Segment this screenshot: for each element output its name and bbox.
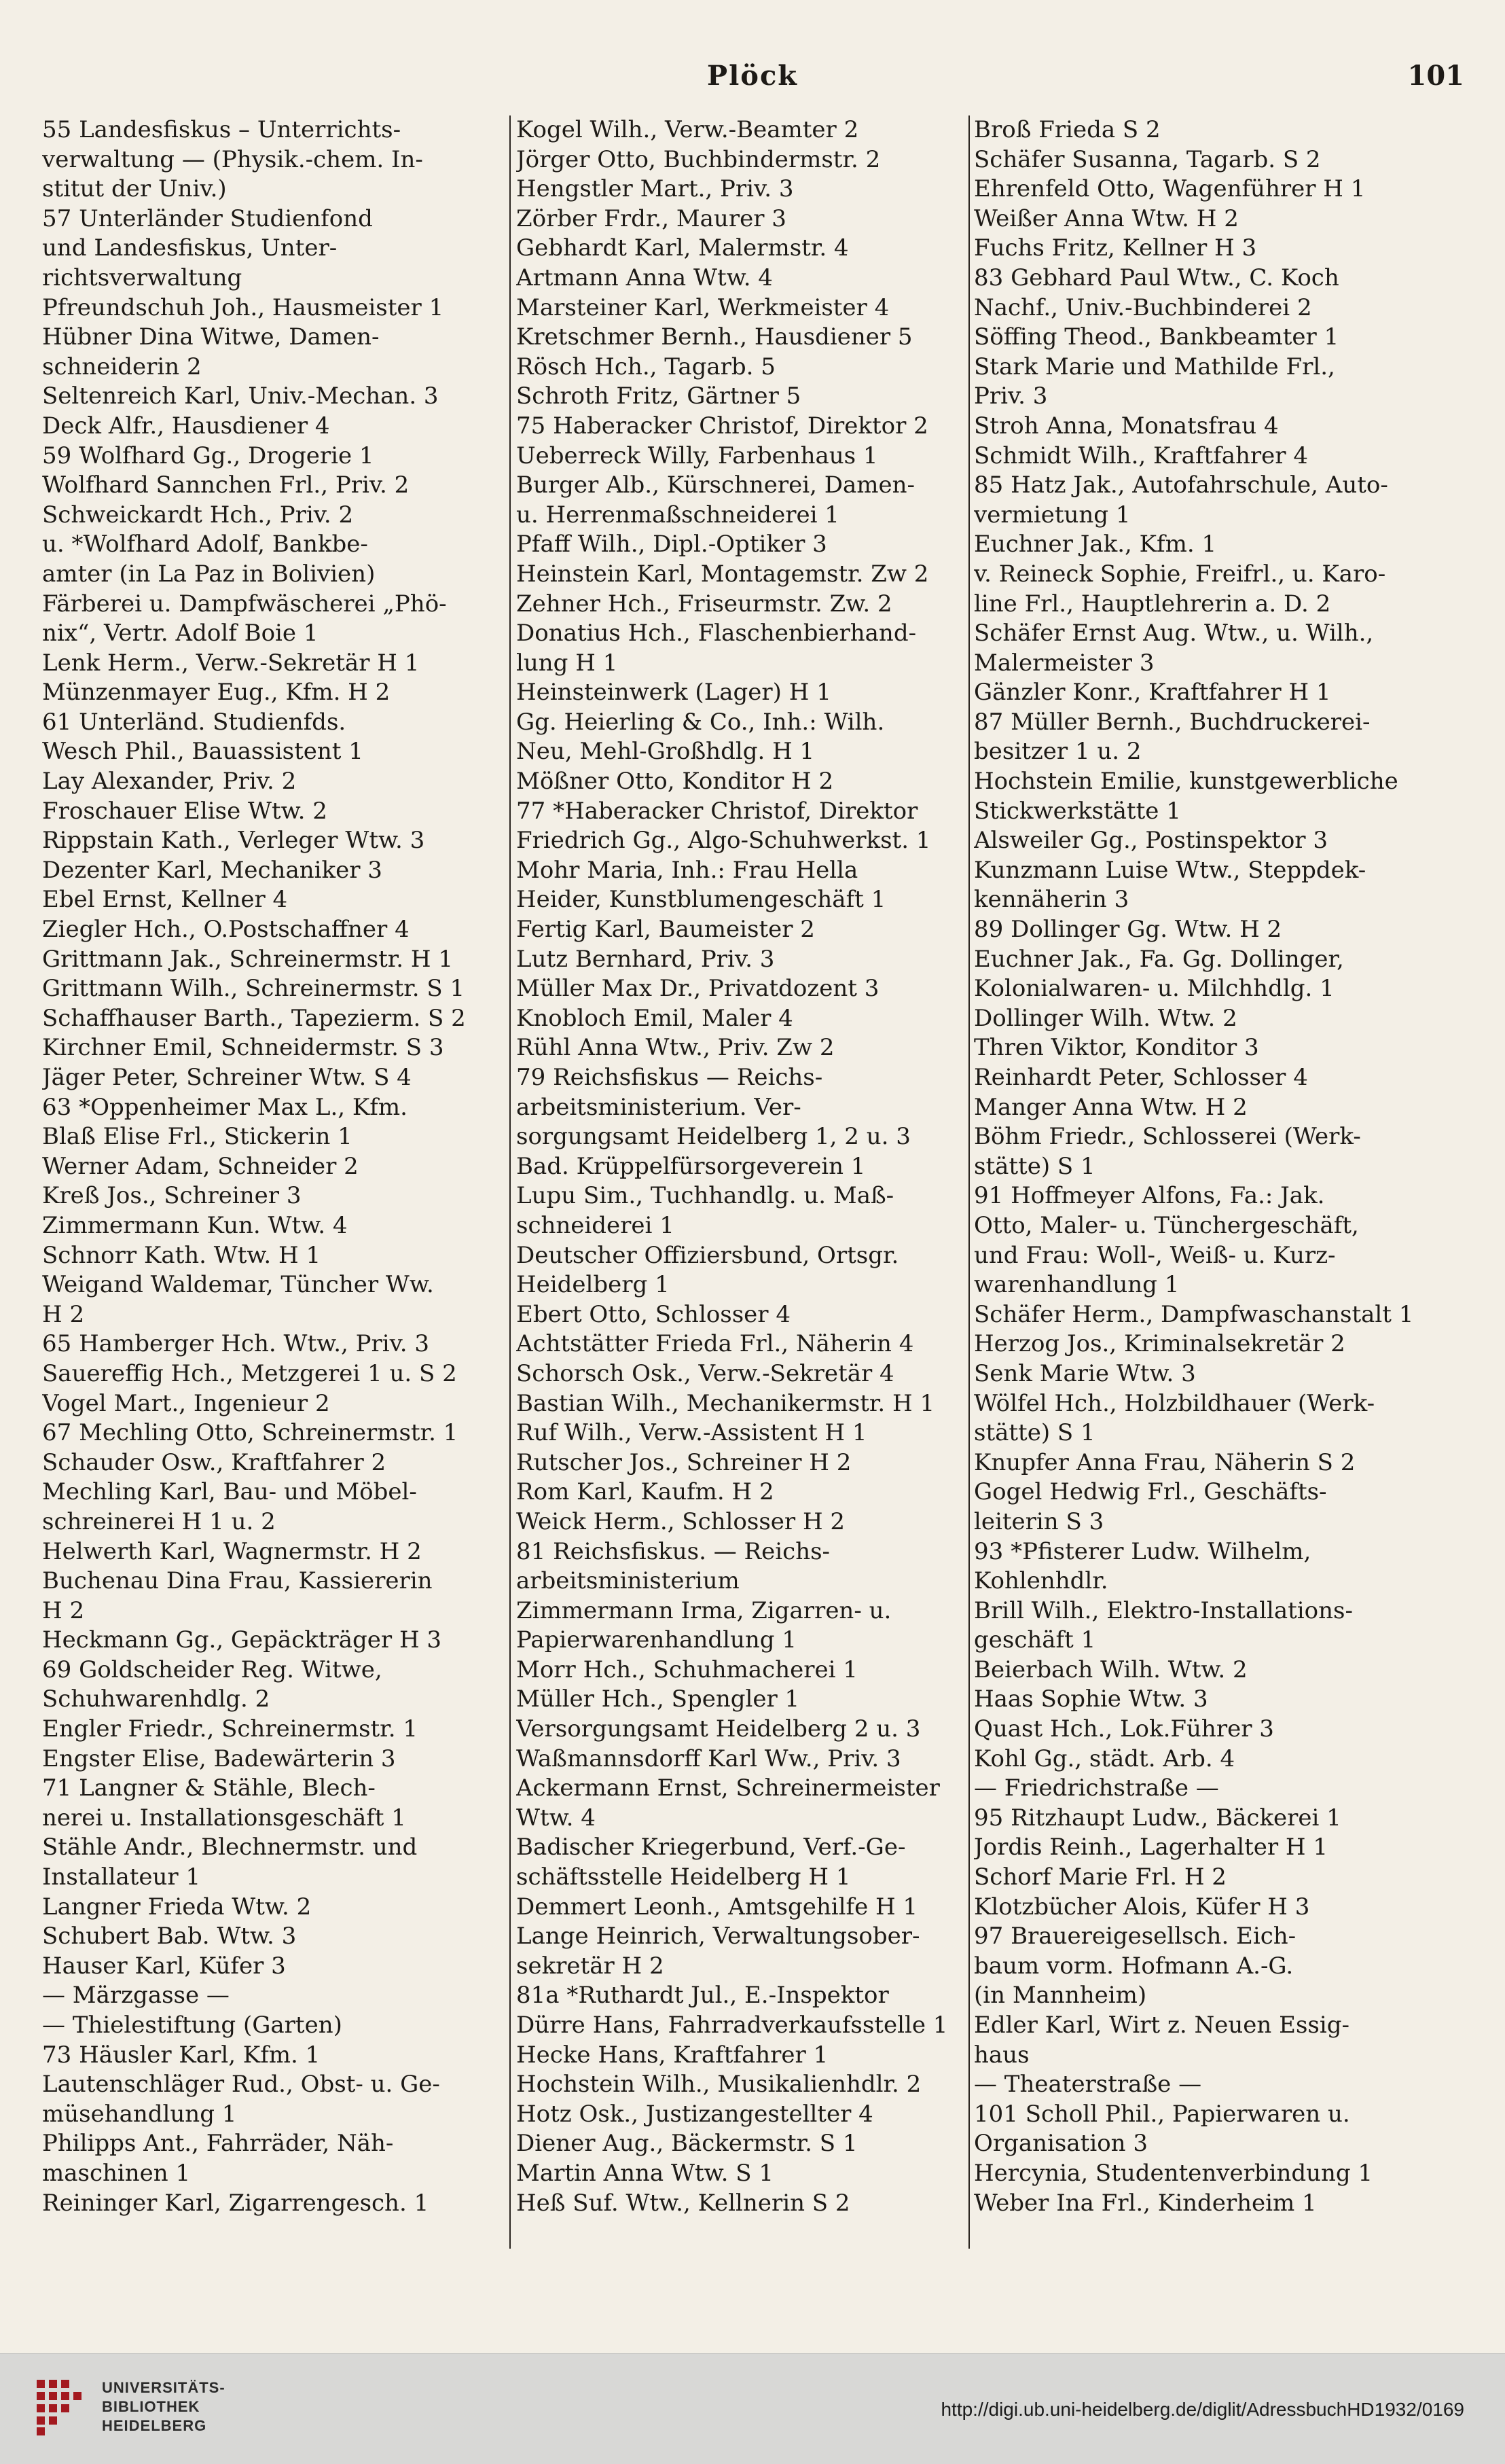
directory-entry-line: Kohlenhdlr. bbox=[974, 1567, 1108, 1595]
directory-entry-line: stitut der Univ.) bbox=[42, 175, 227, 203]
column-divider bbox=[968, 115, 970, 2249]
directory-entry-line: Artmann Anna Wtw. 4 bbox=[516, 264, 773, 291]
page-header bbox=[41, 60, 1464, 107]
column-left bbox=[42, 115, 504, 2249]
directory-entry-line: Reinhardt Peter, Schlosser 4 bbox=[974, 1064, 1308, 1091]
directory-entry-line: 71 Langner & Stähle, Blech- bbox=[42, 1774, 376, 1802]
directory-entry-line: Heidelberg 1 bbox=[516, 1271, 670, 1299]
directory-entry-line: Gänzler Konr., Kraftfahrer H 1 bbox=[974, 679, 1331, 707]
directory-entry-line: Stroh Anna, Monatsfrau 4 bbox=[974, 412, 1279, 440]
directory-entry-line: kennäherin 3 bbox=[974, 886, 1129, 914]
directory-entry-line: (in Mannheim) bbox=[974, 1982, 1147, 2010]
directory-entry-line: Beierbach Wilh. Wtw. 2 bbox=[974, 1656, 1248, 1683]
directory-entry-line: Fertig Karl, Baumeister 2 bbox=[516, 916, 815, 944]
directory-entry-line: Weick Herm., Schlosser H 2 bbox=[516, 1507, 846, 1535]
logo-line: UNIVERSITÄTS- bbox=[102, 2379, 225, 2396]
directory-entry-line: nix“, Vertr. Adolf Boie 1 bbox=[42, 620, 319, 647]
directory-entry-line: Rippstain Kath., Verleger Wtw. 3 bbox=[42, 827, 425, 855]
directory-entry-line: Bastian Wilh., Mechanikermstr. H 1 bbox=[516, 1389, 935, 1417]
directory-entry-line: Martin Anna Wtw. S 1 bbox=[516, 2159, 774, 2187]
directory-entry-line: Brill Wilh., Elektro-Installations- bbox=[974, 1596, 1353, 1624]
directory-entry-line: 93 *Pfisterer Ludw. Wilhelm, bbox=[974, 1537, 1311, 1565]
directory-entry-line: Lay Alexander, Priv. 2 bbox=[42, 768, 297, 796]
directory-entry-line: Gebhardt Karl, Malermstr. 4 bbox=[516, 234, 849, 262]
directory-entry-line: Langner Frieda Wtw. 2 bbox=[42, 1893, 312, 1921]
directory-entry-line: Kolonialwaren- u. Milchhdlg. 1 bbox=[974, 975, 1335, 1003]
directory-entry-line: Weber Ina Frl., Kinderheim 1 bbox=[974, 2189, 1317, 2217]
directory-entry-line: Kunzmann Luise Wtw., Steppdek- bbox=[974, 856, 1366, 884]
directory-entry-line: Engster Elise, Badewärterin 3 bbox=[42, 1745, 396, 1772]
directory-entry-line: Knobloch Emil, Maler 4 bbox=[516, 1004, 793, 1032]
directory-entry-line: Hercynia, Studentenverbindung 1 bbox=[974, 2159, 1373, 2187]
directory-entry-line: Gogel Hedwig Frl., Geschäfts- bbox=[974, 1478, 1327, 1506]
directory-entry-line: Wtw. 4 bbox=[516, 1804, 596, 1832]
directory-entry-line: geschäft 1 bbox=[974, 1626, 1096, 1654]
directory-entry-line: Kretschmer Bernh., Hausdiener 5 bbox=[516, 323, 913, 351]
directory-entry-line: 91 Hoffmeyer Alfons, Fa.: Jak. bbox=[974, 1182, 1325, 1210]
directory-entry-line: Stähle Andr., Blechnermstr. und bbox=[42, 1834, 418, 1861]
directory-entry-line: — Thielestiftung (Garten) bbox=[42, 2012, 342, 2039]
directory-entry-line: Priv. 3 bbox=[974, 382, 1048, 410]
directory-entry-line: Pfreundschuh Joh., Hausmeister 1 bbox=[42, 293, 444, 321]
directory-entry-line: 79 Reichsfiskus — Reichs- bbox=[516, 1064, 823, 1091]
directory-entry-line: schneiderin 2 bbox=[42, 353, 202, 380]
directory-entry-line: Müller Max Dr., Privatdozent 3 bbox=[516, 975, 880, 1003]
directory-entry-line: Hübner Dina Witwe, Damen- bbox=[42, 323, 380, 351]
page-number: 101 bbox=[1407, 60, 1464, 92]
directory-entry-line: Alsweiler Gg., Postinspektor 3 bbox=[974, 827, 1328, 855]
directory-entry-line: line Frl., Hauptlehrerin a. D. 2 bbox=[974, 590, 1331, 618]
directory-entry-line: Ruf Wilh., Verw.-Assistent H 1 bbox=[516, 1419, 867, 1447]
column-divider bbox=[509, 115, 511, 2249]
directory-entry-line: Schroth Fritz, Gärtner 5 bbox=[516, 382, 801, 410]
directory-entry-line: Installateur 1 bbox=[42, 1863, 201, 1891]
directory-entry-line: Schäfer Ernst Aug. Wtw., u. Wilh., bbox=[974, 620, 1374, 647]
directory-entry-line: Deck Alfr., Hausdiener 4 bbox=[42, 412, 330, 440]
directory-entry-line: Kirchner Emil, Schneidermstr. S 3 bbox=[42, 1034, 444, 1062]
directory-entry-line: Donatius Hch., Flaschenbierhand- bbox=[516, 620, 917, 647]
directory-entry-line: Rutscher Jos., Schreiner H 2 bbox=[516, 1448, 852, 1476]
directory-entry-line: Stark Marie und Mathilde Frl., bbox=[974, 353, 1335, 380]
directory-entry-line: Diener Aug., Bäckermstr. S 1 bbox=[516, 2130, 858, 2158]
directory-entry-line: Hecke Hans, Kraftfahrer 1 bbox=[516, 2041, 829, 2069]
directory-entry-line: Hengstler Mart., Priv. 3 bbox=[516, 175, 794, 203]
directory-entry-line: sorgungsamt Heidelberg 1, 2 u. 3 bbox=[516, 1123, 911, 1151]
directory-entry-line: Heß Suf. Wtw., Kellnerin S 2 bbox=[516, 2189, 850, 2217]
directory-entry-line: — Märzgasse — bbox=[42, 1982, 230, 2010]
directory-entry-line: leiterin S 3 bbox=[974, 1507, 1104, 1535]
directory-entry-line: Herzog Jos., Kriminalsekretär 2 bbox=[974, 1330, 1345, 1358]
directory-entry-line: Euchner Jak., Kfm. 1 bbox=[974, 531, 1217, 558]
directory-entry-line: Kogel Wilh., Verw.-Beamter 2 bbox=[516, 116, 859, 143]
directory-entry-line: arbeitsministerium. Ver- bbox=[516, 1093, 801, 1121]
directory-entry-line: Rühl Anna Wtw., Priv. Zw 2 bbox=[516, 1034, 835, 1062]
directory-entry-line: Schmidt Wilh., Kraftfahrer 4 bbox=[974, 442, 1308, 469]
directory-entry-line: Heckmann Gg., Gepäckträger H 3 bbox=[42, 1626, 442, 1654]
directory-entry-line: Edler Karl, Wirt z. Neuen Essig- bbox=[974, 2012, 1349, 2039]
directory-entry-line: Philipps Ant., Fahrräder, Näh- bbox=[42, 2130, 394, 2158]
directory-entry-line: Vogel Mart., Ingenieur 2 bbox=[42, 1389, 330, 1417]
directory-entry-line: Engler Friedr., Schreinermstr. 1 bbox=[42, 1715, 418, 1743]
directory-entry-line: Hochstein Emilie, kunstgewerbliche bbox=[974, 768, 1398, 796]
directory-entry-line: Neu, Mehl-Großhdlg. H 1 bbox=[516, 738, 815, 766]
directory-entry-line: Lutz Bernhard, Priv. 3 bbox=[516, 945, 775, 973]
directory-entry-line: Mohr Maria, Inh.: Frau Hella bbox=[516, 856, 858, 884]
directory-entry-line: Papierwarenhandlung 1 bbox=[516, 1626, 797, 1654]
directory-entry-line: Heinstein Karl, Montagemstr. Zw 2 bbox=[516, 560, 929, 588]
source-url-link[interactable]: http://digi.ub.uni-heidelberg.de/diglit/AdressbuchHD1932/0169 bbox=[941, 2399, 1464, 2420]
directory-entry-line: 85 Hatz Jak., Autofahrschule, Auto- bbox=[974, 471, 1388, 499]
directory-entry-line: und Landesfiskus, Unter- bbox=[42, 234, 338, 262]
directory-entry-line: stätte) S 1 bbox=[974, 1152, 1095, 1180]
directory-entry-line: warenhandlung 1 bbox=[974, 1271, 1180, 1299]
directory-entry-line: Kreß Jos., Schreiner 3 bbox=[42, 1182, 302, 1210]
directory-entry-line: baum vorm. Hofmann A.-G. bbox=[974, 1952, 1294, 1980]
directory-entry-line: Kohl Gg., städt. Arb. 4 bbox=[974, 1745, 1235, 1772]
directory-entry-line: besitzer 1 u. 2 bbox=[974, 738, 1142, 766]
directory-entry-line: 89 Dollinger Gg. Wtw. H 2 bbox=[974, 916, 1282, 944]
directory-entry-line: Böhm Friedr., Schlosserei (Werk- bbox=[974, 1123, 1361, 1151]
directory-entry-line: Thren Viktor, Konditor 3 bbox=[974, 1034, 1259, 1062]
directory-entry-line: Sauereffig Hch., Metzgerei 1 u. S 2 bbox=[42, 1359, 457, 1387]
directory-entry-line: Zehner Hch., Friseurmstr. Zw. 2 bbox=[516, 590, 892, 618]
directory-entry-line: Manger Anna Wtw. H 2 bbox=[974, 1093, 1248, 1121]
directory-entry-line: Schnorr Kath. Wtw. H 1 bbox=[42, 1241, 321, 1269]
directory-entry-line: Ebert Otto, Schlosser 4 bbox=[516, 1300, 791, 1328]
directory-entry-line: Schäfer Herm., Dampfwaschanstalt 1 bbox=[974, 1300, 1414, 1328]
directory-entry-line: Schauder Osw., Kraftfahrer 2 bbox=[42, 1448, 386, 1476]
directory-entry-line: schäftsstelle Heidelberg H 1 bbox=[516, 1863, 851, 1891]
directory-entry-line: Helwerth Karl, Wagnermstr. H 2 bbox=[42, 1537, 422, 1565]
directory-entry-line: 81a *Ruthardt Jul., E.-Inspektor bbox=[516, 1982, 889, 2010]
directory-entry-line: Versorgungsamt Heidelberg 2 u. 3 bbox=[516, 1715, 921, 1743]
directory-entry-line: Schubert Bab. Wtw. 3 bbox=[42, 1923, 297, 1950]
directory-entry-line: — Theaterstraße — bbox=[974, 2071, 1202, 2099]
directory-entry-line: Heinsteinwerk (Lager) H 1 bbox=[516, 679, 831, 707]
directory-entry-line: Haas Sophie Wtw. 3 bbox=[974, 1685, 1208, 1713]
directory-entry-line: Müller Hch., Spengler 1 bbox=[516, 1685, 800, 1713]
directory-entry-line: Dürre Hans, Fahrradverkaufsstelle 1 bbox=[516, 2012, 948, 2039]
directory-entry-line: und Frau: Woll-, Weiß- u. Kurz- bbox=[974, 1241, 1336, 1269]
directory-entry-line: Demmert Leonh., Amtsgehilfe H 1 bbox=[516, 1893, 918, 1921]
directory-entry-line: Ebel Ernst, Kellner 4 bbox=[42, 886, 288, 914]
library-logo-text bbox=[102, 2378, 225, 2435]
directory-entry-line: — Friedrichstraße — bbox=[974, 1774, 1219, 1802]
directory-entry-line: 63 *Oppenheimer Max L., Kfm. bbox=[42, 1093, 407, 1121]
directory-entry-line: H 2 bbox=[42, 1300, 85, 1328]
directory-entry-line: Klotzbücher Alois, Küfer H 3 bbox=[974, 1893, 1310, 1921]
directory-entry-line: Jordis Reinh., Lagerhalter H 1 bbox=[974, 1834, 1328, 1861]
directory-entry-line: Hotz Osk., Justizangestellter 4 bbox=[516, 2100, 873, 2128]
page-title: Plöck bbox=[706, 60, 799, 92]
directory-entry-line: 101 Scholl Phil., Papierwaren u. bbox=[974, 2100, 1350, 2128]
directory-entry-line: Seltenreich Karl, Univ.-Mechan. 3 bbox=[42, 382, 439, 410]
directory-entry-line: Werner Adam, Schneider 2 bbox=[42, 1152, 359, 1180]
directory-entry-line: Söffing Theod., Bankbeamter 1 bbox=[974, 323, 1339, 351]
directory-entry-line: Lupu Sim., Tuchhandlg. u. Maß- bbox=[516, 1182, 894, 1210]
directory-entry-line: Achtstätter Frieda Frl., Näherin 4 bbox=[516, 1330, 914, 1358]
directory-entry-line: nerei u. Installationsgeschäft 1 bbox=[42, 1804, 406, 1832]
directory-entry-line: Schuhwarenhdlg. 2 bbox=[42, 1685, 270, 1713]
directory-entry-line: maschinen 1 bbox=[42, 2159, 191, 2187]
directory-entry-line: 69 Goldscheider Reg. Witwe, bbox=[42, 1656, 382, 1683]
directory-entry-line: Lautenschläger Rud., Obst- u. Ge- bbox=[42, 2071, 440, 2099]
directory-entry-line: Hauser Karl, Küfer 3 bbox=[42, 1952, 286, 1980]
directory-entry-line: Zörber Frdr., Maurer 3 bbox=[516, 204, 786, 232]
directory-entry-line: Euchner Jak., Fa. Gg. Dollinger, bbox=[974, 945, 1344, 973]
directory-entry-line: Lange Heinrich, Verwaltungsober- bbox=[516, 1923, 920, 1950]
directory-entry-line: u. Herrenmaßschneiderei 1 bbox=[516, 501, 839, 529]
directory-entry-line: Badischer Kriegerbund, Verf.-Ge- bbox=[516, 1834, 906, 1861]
directory-entry-line: Gg. Heierling & Co., Inh.: Wilh. bbox=[516, 708, 885, 736]
directory-entry-line: verwaltung — (Physik.-chem. In- bbox=[42, 145, 423, 173]
directory-entry-line: Schaffhauser Barth., Tapezierm. S 2 bbox=[42, 1004, 466, 1032]
directory-entry-line: 95 Ritzhaupt Ludw., Bäckerei 1 bbox=[974, 1804, 1341, 1832]
directory-entry-line: Jörger Otto, Buchbindermstr. 2 bbox=[516, 145, 881, 173]
directory-entry-line: 67 Mechling Otto, Schreinermstr. 1 bbox=[42, 1419, 458, 1447]
directory-entry-line: Wölfel Hch., Holzbildhauer (Werk- bbox=[974, 1389, 1375, 1417]
directory-entry-line: Ackermann Ernst, Schreinermeister bbox=[516, 1774, 940, 1802]
directory-entry-line: vermietung 1 bbox=[974, 501, 1131, 529]
column-right bbox=[974, 115, 1463, 2249]
directory-entry-line: Quast Hch., Lok.Führer 3 bbox=[974, 1715, 1274, 1743]
directory-entry-line: Schweickardt Hch., Priv. 2 bbox=[42, 501, 354, 529]
directory-entry-line: Rom Karl, Kaufm. H 2 bbox=[516, 1478, 774, 1506]
directory-entry-line: 65 Hamberger Hch. Wtw., Priv. 3 bbox=[42, 1330, 430, 1358]
directory-entry-line: arbeitsministerium bbox=[516, 1567, 740, 1595]
column-middle bbox=[516, 115, 964, 2249]
directory-entry-line: Lenk Herm., Verw.-Sekretär H 1 bbox=[42, 649, 420, 677]
directory-entry-line: Knupfer Anna Frau, Näherin S 2 bbox=[974, 1448, 1356, 1476]
directory-entry-line: schneiderei 1 bbox=[516, 1211, 674, 1239]
directory-entry-line: sekretär H 2 bbox=[516, 1952, 664, 1980]
directory-entry-line: amter (in La Paz in Bolivien) bbox=[42, 560, 376, 588]
directory-entry-line: 55 Landesfiskus – Unterrichts- bbox=[42, 116, 401, 143]
directory-entry-line: Buchenau Dina Frau, Kassiererin bbox=[42, 1567, 433, 1595]
directory-entry-line: Reininger Karl, Zigarrengesch. 1 bbox=[42, 2189, 429, 2217]
directory-entry-line: Burger Alb., Kürschnerei, Damen- bbox=[516, 471, 915, 499]
directory-entry-line: Bad. Krüppelfürsorgeverein 1 bbox=[516, 1152, 866, 1180]
directory-entry-line: Heider, Kunstblumengeschäft 1 bbox=[516, 886, 886, 914]
directory-entry-line: u. *Wolfhard Adolf, Bankbe- bbox=[42, 531, 368, 558]
directory-entry-line: Malermeister 3 bbox=[974, 649, 1155, 677]
directory-entry-line: schreinerei H 1 u. 2 bbox=[42, 1507, 276, 1535]
directory-entry-line: 81 Reichsfiskus. — Reichs- bbox=[516, 1537, 831, 1565]
directory-entry-line: Färberei u. Dampfwäscherei „Phö- bbox=[42, 590, 447, 618]
directory-entry-line: 61 Unterländ. Studienfds. bbox=[42, 708, 346, 736]
directory-entry-line: Otto, Maler- u. Tünchergeschäft, bbox=[974, 1211, 1359, 1239]
directory-entry-line: Schäfer Susanna, Tagarb. S 2 bbox=[974, 145, 1321, 173]
directory-entry-line: Morr Hch., Schuhmacherei 1 bbox=[516, 1656, 858, 1683]
directory-entry-line: Ueberreck Willy, Farbenhaus 1 bbox=[516, 442, 878, 469]
directory-entry-line: Schorsch Osk., Verw.-Sekretär 4 bbox=[516, 1359, 894, 1387]
directory-entry-line: 59 Wolfhard Gg., Drogerie 1 bbox=[42, 442, 374, 469]
directory-entry-line: 97 Brauereigesellsch. Eich- bbox=[974, 1923, 1297, 1950]
directory-entry-line: 77 *Haberacker Christof, Direktor bbox=[516, 797, 918, 825]
directory-entry-line: Jäger Peter, Schreiner Wtw. S 4 bbox=[42, 1064, 412, 1091]
directory-entry-line: stätte) S 1 bbox=[974, 1419, 1095, 1447]
directory-entry-line: Wolfhard Sannchen Frl., Priv. 2 bbox=[42, 471, 410, 499]
directory-entry-line: Mechling Karl, Bau- und Möbel- bbox=[42, 1478, 417, 1506]
directory-entry-line: müsehandlung 1 bbox=[42, 2100, 237, 2128]
directory-entry-line: Waßmannsdorff Karl Ww., Priv. 3 bbox=[516, 1745, 901, 1772]
directory-entry-line: Schorf Marie Frl. H 2 bbox=[974, 1863, 1227, 1891]
directory-entry-line: Deutscher Offiziersbund, Ortsgr. bbox=[516, 1241, 899, 1269]
directory-entry-line: Dezenter Karl, Mechaniker 3 bbox=[42, 856, 382, 884]
directory-entry-line: Ziegler Hch., O.Postschaffner 4 bbox=[42, 916, 410, 944]
directory-entry-line: Organisation 3 bbox=[974, 2130, 1148, 2158]
directory-entry-line: 57 Unterländer Studienfond bbox=[42, 204, 373, 232]
directory-entry-line: 83 Gebhard Paul Wtw., C. Koch bbox=[974, 264, 1339, 291]
directory-entry-line: Senk Marie Wtw. 3 bbox=[974, 1359, 1196, 1387]
directory-entry-line: v. Reineck Sophie, Freifrl., u. Karo- bbox=[974, 560, 1386, 588]
directory-entry-line: Ehrenfeld Otto, Wagenführer H 1 bbox=[974, 175, 1366, 203]
directory-entry-line: Mößner Otto, Konditor H 2 bbox=[516, 768, 834, 796]
directory-entry-line: Grittmann Jak., Schreinermstr. H 1 bbox=[42, 945, 453, 973]
directory-entry-line: 75 Haberacker Christof, Direktor 2 bbox=[516, 412, 928, 440]
directory-entry-line: H 2 bbox=[42, 1596, 85, 1624]
directory-entry-line: lung H 1 bbox=[516, 649, 618, 677]
library-logo-icon bbox=[37, 2380, 92, 2435]
directory-entry-line: Grittmann Wilh., Schreinermstr. S 1 bbox=[42, 975, 465, 1003]
directory-entry-line: Pfaff Wilh., Dipl.-Optiker 3 bbox=[516, 531, 827, 558]
directory-entry-line: Dollinger Wilh. Wtw. 2 bbox=[974, 1004, 1237, 1032]
directory-entry-line: Nachf., Univ.-Buchbinderei 2 bbox=[974, 293, 1312, 321]
directory-entry-line: Hochstein Wilh., Musikalienhdlr. 2 bbox=[516, 2071, 922, 2099]
directory-entry-line: Broß Frieda S 2 bbox=[974, 116, 1161, 143]
directory-entry-line: richtsverwaltung bbox=[42, 264, 242, 291]
directory-entry-line: Froschauer Elise Wtw. 2 bbox=[42, 797, 327, 825]
directory-entry-line: 73 Häusler Karl, Kfm. 1 bbox=[42, 2041, 321, 2069]
directory-entry-line: Friedrich Gg., Algo-Schuhwerkst. 1 bbox=[516, 827, 931, 855]
directory-entry-line: Zimmermann Irma, Zigarren- u. bbox=[516, 1596, 892, 1624]
footer-bar bbox=[0, 2353, 1505, 2464]
directory-entry-line: 87 Müller Bernh., Buchdruckerei- bbox=[974, 708, 1371, 736]
directory-entry-line: Stickwerkstätte 1 bbox=[974, 797, 1181, 825]
directory-entry-line: Zimmermann Kun. Wtw. 4 bbox=[42, 1211, 348, 1239]
directory-entry-line: Rösch Hch., Tagarb. 5 bbox=[516, 353, 776, 380]
directory-entry-line: Weigand Waldemar, Tüncher Ww. bbox=[42, 1271, 434, 1299]
directory-entry-line: Blaß Elise Frl., Stickerin 1 bbox=[42, 1123, 352, 1151]
directory-entry-line: Weißer Anna Wtw. H 2 bbox=[974, 204, 1239, 232]
logo-line: BIBLIOTHEK bbox=[102, 2398, 200, 2415]
logo-line: HEIDELBERG bbox=[102, 2417, 207, 2434]
directory-entry-line: Marsteiner Karl, Werkmeister 4 bbox=[516, 293, 890, 321]
directory-entry-line: Fuchs Fritz, Kellner H 3 bbox=[974, 234, 1257, 262]
directory-entry-line: haus bbox=[974, 2041, 1030, 2069]
directory-entry-line: Münzenmayer Eug., Kfm. H 2 bbox=[42, 679, 391, 707]
directory-entry-line: Wesch Phil., Bauassistent 1 bbox=[42, 738, 363, 766]
